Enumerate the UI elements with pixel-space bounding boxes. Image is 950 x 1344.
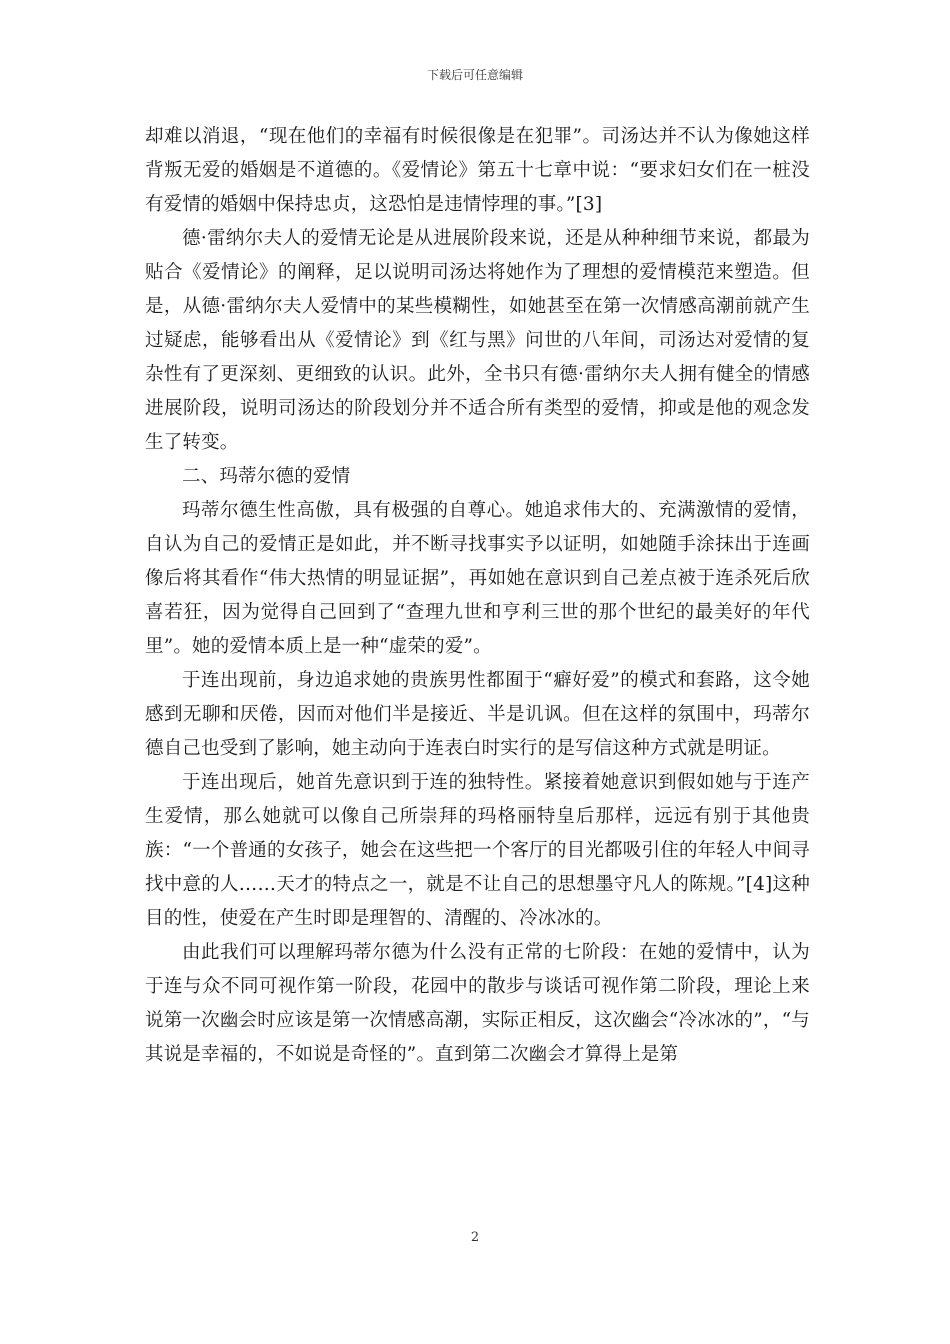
paragraph: 由此我们可以理解玛蒂尔德为什么没有正常的七阶段：在她的爱情中，认为于连与众不同可视作第一阶段，花园中的散步与谈话可视作第二阶段，理论上来说第一次幽会时应该是第一次情感高潮，实际正相反，这次幽会“冷冰冰的”，“与其说是幸福的，不如说是奇怪的”。直到第二次幽会才算得上是第 — [145, 942, 810, 1065]
paragraph-continuation: 却难以消退，“现在他们的幸福有时候很像是在犯罪”。司汤达并不认为像她这样背叛无爱的婚姻是不道德的。《爱情论》第五十七章中说：“要求妇女们在一桩没有爱情的婚姻中保持忠贞，这恐怕是违情悖理的事。”[3] — [145, 126, 810, 215]
page-header: 下载后可任意编辑 — [426, 68, 523, 82]
document-body — [145, 120, 810, 1072]
paragraph: 于连出现前，身边追求她的贵族男性都囿于“癖好爱”的模式和套路，这令她感到无聊和厌倦，因而对他们半是接近、半是讥讽。但在这样的氛围中，玛蒂尔德自己也受到了影响，她主动向于连表白时实行的是写信这种方式就是明证。 — [145, 670, 810, 759]
paragraph: 于连出现后，她首先意识到于连的独特性。紧接着她意识到假如她与于连产生爱情，那么她就可以像自己所崇拜的玛格丽特皇后那样，远远有别于其他贵族：“一个普通的女孩子，她会在这些把一个客厅的目光都吸引住的年轻人中间寻找中意的人……天才的特点之一，就是不让自己的思想墨守凡人的陈规。”[4]这种目的性，使爱在产生时即是理智的、清醒的、冷冰冰的。 — [145, 772, 810, 929]
paragraph: 德·雷纳尔夫人的爱情无论是从进展阶段来说，还是从种种细节来说，都最为贴合《爱情论》的阐释，足以说明司汤达将她作为了理想的爱情模范来塑造。但是，从德·雷纳尔夫人爱情中的某些模糊性，如她甚至在第一次情感高潮前就产生过疑虑，能够看出从《爱情论》到《红与黑》问世的八年间，司汤达对爱情的复杂性有了更深刻、更细致的认识。此外，全书只有德·雷纳尔夫人拥有健全的情感进展阶段，说明司汤达的阶段划分并不适合所有类型的爱情，抑或是他的观念发生了转变。 — [145, 228, 810, 453]
page-number: 2 — [470, 1230, 480, 1245]
paragraph: 玛蒂尔德生性高傲，具有极强的自尊心。她追求伟大的、充满激情的爱情，自认为自己的爱情正是如此，并不断寻找事实予以证明，如她随手涂抹出于连画像后将其看作“伟大热情的明显证据”，再如她在意识到自己差点被于连杀死后欣喜若狂，因为觉得自己回到了“查理九世和亨利三世的那个世纪的最美好的年代里”。她的爱情本质上是一种“虚荣的爱”。 — [145, 500, 810, 657]
section-heading: 二、玛蒂尔德的爱情 — [182, 466, 351, 487]
